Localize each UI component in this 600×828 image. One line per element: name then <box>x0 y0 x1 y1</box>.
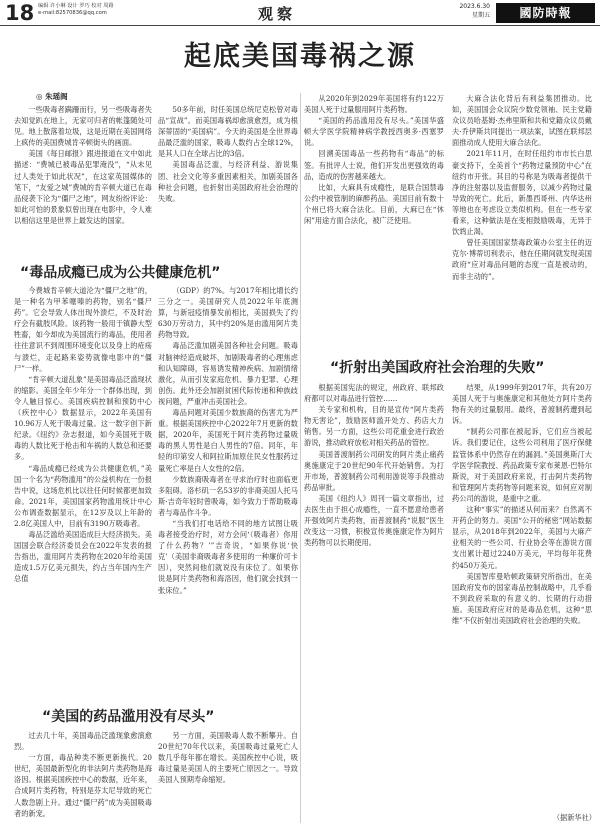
paragraph: 美国毒品泛滥，与经济利益、游说集团、社会文化等多重因素相关，加剧美国各种社会问题，也折射出美国政府社会治理的失败。 <box>158 160 298 203</box>
section-3-column-2 <box>158 730 298 822</box>
section-1-column-1 <box>14 285 152 705</box>
masthead <box>0 0 600 26</box>
paragraph: 过去几十年，美国毒品泛滥现象愈演愈烈。 <box>14 731 152 752</box>
signature: （据新华社） <box>552 813 596 822</box>
date-block <box>448 3 490 20</box>
paragraph: 2021年11月，在时任纽约市市长白思豪支持下，全美首个“药物过量预防中心”在纽约市开张。其目的号称是为吸毒者提供干净的注射器以及监督服务，以减少药物过量导致的死亡。此后，新墨西哥州、内华达州等地也在考虑设立类似机构。但在一些专家看来，这种做法是在变相鼓励吸毒，无异于饮鸩止渴。 <box>452 149 592 237</box>
paragraph: “美国的药品滥用没有尽头。”美国华盛顿大学医学院精神病学教授西奥多·西塞罗说。 <box>304 116 444 148</box>
section-2-subhead: “折射出美国政府社会治理的失败” <box>330 360 545 376</box>
paragraph: 曾任美国国家禁毒政策办公室主任的迈克尔·博蒂切利表示，他在任期间就发现美国政府“应对毒品问题的态度一直是被动的，而非主动的”。 <box>452 238 592 281</box>
paragraph: 一些吸毒者蹒跚而行，另一些吸毒者失去知觉趴在地上，无家可归者的帐篷随处可见。地上散落着垃圾，这是近期在美国网络上疯传的美国费城肯辛顿街头的画面。 <box>14 105 152 148</box>
editor-credits: 编辑 许小琳 设计 罗巧 校对 周路 <box>38 3 114 9</box>
paragraph: 从2020年到2029年美国将有约122万美国人死于过量服用阿片类药物。 <box>304 94 444 115</box>
paragraph: 毒品泛滥加剧美国各种社会问题。吸毒对脑神经造成破坏，加剧吸毒者的心理焦虑和认知障碍，容易诱发精神疾病、加剧情绪激化，从而引发家庭危机、暴力犯罪、心理创伤。此外还会加剧贫困代际传递和种族歧视问题，严重冲击美国社会。 <box>158 341 298 406</box>
paragraph: 另一方面，美国吸毒人数不断攀升。自20世纪70年代以来，美国吸毒过量死亡人数几乎每年都在增长。美国疾控中心说，吸毒过量是美国人的主要死亡原因之一。导致美国人预期寿命缩短。 <box>158 731 298 785</box>
issue-date: 2023.6.30 <box>459 3 490 10</box>
paragraph: 毒品泛滥给美国造成巨大经济损失。美国国会联合经济委员会在2022年发表的报告指出，滥用阿片类药物在2020年给美国造成1.5万亿美元损失，约占当年国内生产总值 <box>14 530 152 584</box>
far-right-column-1 <box>304 93 444 341</box>
paragraph: 美国普渡制药公司研发的阿片类止痛药奥施康定于20世纪90年代开始销售。为打开市场，普渡制药公司利用游说等手段推动药品审批。 <box>304 449 444 492</box>
article-headline: 起底美国毒祸之源 <box>184 41 416 72</box>
section-3-column-1 <box>14 730 152 822</box>
paragraph: “肯辛顿大道乱象”是美国毒品泛滥现状的缩影。美国全年少年分一个群体出现，到令人触目惊心。美国疾病控制和预防中心（疾控中心）数据显示，2022年美国有10.96万人死于吸毒过量。这一数字创下新纪录。《纽约》杂志报道，如今美国死于吸毒的人数比死于枪击和车祸的人数总和还要多。 <box>14 374 152 462</box>
paragraph: 美国智库曼哈顿政策研究所指出，在美国政府发布的国家毒品控制战略中，几乎看不到政府采取的有意义的、长期的行动措施。美国政府应对的是毒品危机，这种“思维”不仅折射出美国政府社会治理的失败。 <box>452 571 592 625</box>
editors-line <box>38 3 114 17</box>
section-3-subhead: “美国的药品滥用没有尽头” <box>42 709 215 725</box>
section-1-subhead: “毒品成瘾已成为公共健康危机” <box>20 265 221 281</box>
editor-email: e-mail:82570836@qq.com <box>38 10 107 16</box>
paragraph: 回溯美国毒品一些药物有“毒品”的标签。有批评人士说，他们开发出更强效的毒品，造成的伤害越来越大。 <box>304 149 444 181</box>
section-1-column-2 <box>158 285 298 680</box>
paragraph: 关专家和机构，目的是宣传“阿片类药物无害论”，鼓励医师滥开处方、药店大力销售。另一方面，这些公司花重金进行政治游说，推动政府放松对相关药品的管控。 <box>304 405 444 448</box>
paragraph: 今费城肯辛顿大道沦为“僵尸之地”的，是一种名为甲苯噻嗪的药物，别名“僵尸药”。它会导致人体出现外溃烂，不及时治疗会有截肢风险。该药物一般用于镇静大型牲畜，如今却成为美国流行的毒品，使用者往往意识不到周围环境变化以及身上的疮疡与溃烂，走起路来姿势就像电影中的“僵尸”一样。 <box>14 286 152 373</box>
far-right-column-2 <box>452 93 592 341</box>
paragraph: “制药公司都在被起诉，它们应当被起诉。我们要记住，这些公司利用了医疗保健监管体系中仍然存在的漏洞。”美国奥斯汀大学医学院教授、药品政策专家布莱恩·巴特尔斯说，对于美国政府来说，打击阿片类药物和管理阿片类药物等问题来说，如何应对制药公司的游说，是重中之重。 <box>452 427 592 503</box>
paragraph: 少数族裔吸毒者在寻求治疗时也面临更多阻碍。洛杉矶一名53岁的非裔美国人托马斯·吉奇年轻时曾吸毒，如今致力于帮助吸毒者与毒品作斗争。 <box>158 474 298 517</box>
paragraph: 美国《每日邮报》跟进报道在文中如此描述：“费城已被毒品犯罪淹没”，“从未见过人类处于如此状况”，在这家英国媒体的笔下，“友爱之城”费城的肯辛顿大道已在毒品侵袭下沦为“僵尸之地”，网友纷纷评论：如此可怕的景象似曾出现在电影中，令人难以相信这里是世界上最发达的国家。 <box>14 149 152 225</box>
article-byline: ◎ 朱瑶阁 <box>36 92 68 101</box>
paragraph: 这种“事实”的描述从何而来？自然离不开药企的努力。美国“公开的秘密”网站数据显示，从2018年到2022年，美国与大麻产业相关的一些公司、行业协会等在游说方面支出累计超过2240万美元，平均每年花费约450万美元。 <box>452 505 592 570</box>
paragraph: 50多年前，时任美国总统尼克松曾对毒品“宣战”。而美国毒祸却愈演愈烈，成为根深蒂固的“美国病”。今天的美国是全世界毒品最泛滥的国家，吸毒人数约占全球12%，是其人口在全球占比的3倍。 <box>158 105 298 159</box>
paragraph: 美国《纽约人》周刊一篇文章指出，过去医生由于担心成瘾性，一直不愿意给患者开强效阿片类药物，而普渡制药“说服”医生改变这一习惯，积极宣传奥施康定作为阿片类药物可以长期使用。 <box>304 493 444 548</box>
paragraph: 根据美国宪法的规定，州政府、联邦政府都可以对毒品进行管控…… <box>304 383 444 404</box>
intro-column-2 <box>158 104 298 257</box>
section-2-column-1 <box>304 382 444 820</box>
paragraph: 毒品问题对美国少数族裔的伤害尤为严重。根据美国疾控中心2022年7月更新的数据，2020年，美国死于阿片类药物过量吸毒的黑人男性是白人男性的7倍。同年，年轻的印第安人和阿拉斯加原住民女性服药过量死亡率是白人女性的2倍。 <box>158 408 298 473</box>
paragraph: “毒品成瘾已经成为公共健康危机，”美国一个名为“药物滥用”的公益机构在一份报告中说，这场危机比以往任何时候都更加致命。2021年，美国国家药物滥用统计中心公布调查数据显示，在12岁及以上年龄的2.8亿美国人中，目前有3190万吸毒者。 <box>14 463 152 528</box>
paragraph: 一方面，毒品种类不断更新换代。20世纪，美国最新型化的非法阿片类药物是海洛因。根据美国疾控中心的数据，近年来，合成阿片类药物，特别是芬太尼导致的死亡人数急剧上升。通过“僵尸药”成为美国吸毒者的新宠。 <box>14 753 152 818</box>
paragraph: 大麻合法化背后有利益集团推动。比如，美国国会众议院少数党领袖、民主党籍众议员哈基姆·杰弗里斯和共和党籍众议员戴夫·乔伊斯共同提出一项法案，试图在联邦层面推动成人使用大麻合法化。 <box>452 94 592 148</box>
section-2-column-2 <box>452 382 592 810</box>
paragraph: “当我们打电话给不同的地方试图让吸毒者接受治疗时，对方会问‘（吸毒者）你用了什么药物？’”吉奇说，“如果你说‘快克’（美国非裔吸毒者多使用的一种廉价可卡因），突然间他们就说没有床位了。如果你说是阿片类药物和海洛因，他们就会找到一张床位。” <box>158 518 298 595</box>
section-title: 观察 <box>258 5 297 23</box>
intro-column <box>14 104 152 257</box>
page-number: 18 <box>5 1 35 25</box>
paragraph: 比如，大麻具有成瘾性，是联合国禁毒公约中被管制的麻醉药品。美国目前有数十个州已将大麻合法化。目前，大麻已在“休闲”用途方面合法化，被广泛使用。 <box>304 182 444 226</box>
column-divider <box>300 93 301 823</box>
paragraph: （GDP）的7%。与2017年相比增长约三分之一。美国研究人员2022年年底测算，与新冠疫情暴发前相比，美国损失了约630万劳动力，其中约20%是由滥用阿片类药物导致。 <box>158 286 298 340</box>
paper-logo: 國防時報 <box>496 3 595 23</box>
issue-weekday: 星期五 <box>471 11 490 19</box>
paragraph: 结果，从1999年到2017年，共有20万美国人死于与奥施康定和其他处方阿片类药物有关的过量服用。最终，普渡制药遭到起诉。 <box>452 383 592 426</box>
